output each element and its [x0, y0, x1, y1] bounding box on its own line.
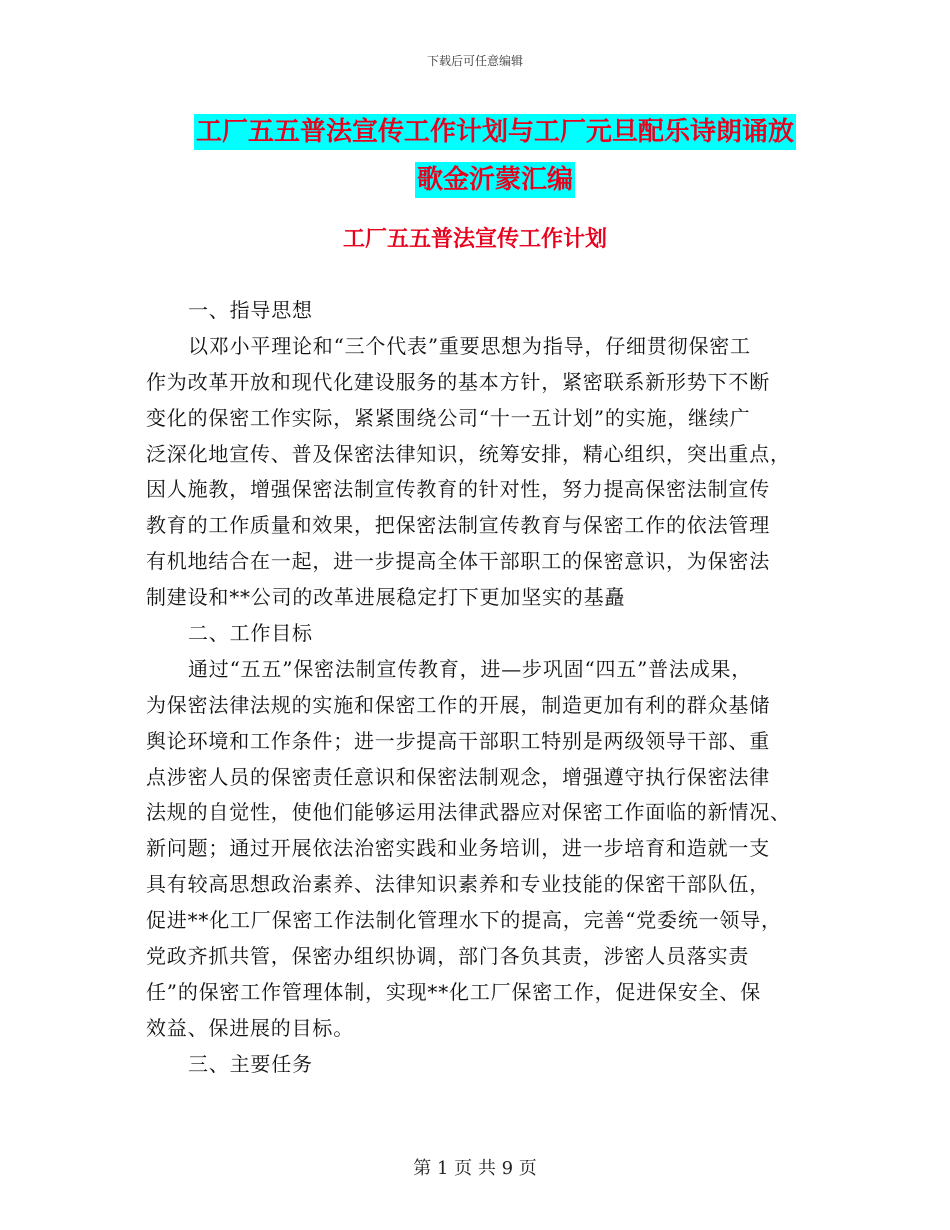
paragraph-line: 有机地结合在一起，进一步提高全体干部职工的保密意识，为保密法 [146, 549, 770, 574]
paragraph-line: 任”的保密工作管理体制，实现**化工厂保密工作，促进保安全、保 [146, 979, 762, 1004]
paragraph-line: 教育的工作质量和效果，把保密法制宣传教育与保密工作的依法管理 [146, 513, 770, 538]
paragraph-line: 以邓小平理论和“三个代表”重要思想为指导，仔细贯彻保密工 [188, 333, 751, 358]
title-line-1: 工厂五五普法宣传工作计划与工厂元旦配乐诗朗诵放 [194, 114, 796, 150]
header-note: 下载后可任意编辑 [426, 54, 523, 68]
body-text [146, 293, 810, 1083]
paragraph-line: 作为改革开放和现代化建设服务的基本方针，紧密联系新形势下不断 [146, 369, 770, 394]
heading-work-goals: 二、工作目标 [188, 621, 313, 646]
paragraph-line: 党政齐抓共管，保密办组织协调，部门各负其责，涉密人员落实责 [146, 944, 750, 969]
paragraph-line: 效益、保进展的目标。 [146, 1015, 354, 1040]
paragraph-line: 因人施教，增强保密法制宣传教育的针对性，努力提高保密法制宣传 [146, 477, 770, 502]
document-title [150, 108, 840, 204]
paragraph-line: 法规的自觉性，使他们能够运用法律武器应对保密工作面临的新情况、 [146, 800, 791, 825]
paragraph-line: 制建设和**公司的改革进展稳定打下更加坚实的基矗 [146, 585, 626, 610]
heading-main-tasks: 三、主要任务 [188, 1051, 313, 1076]
paragraph-line: 为保密法律法规的实施和保密工作的开展，制造更加有利的群众基储 [146, 692, 770, 717]
section-title: 工厂五五普法宣传工作计划 [342, 227, 607, 252]
paragraph-line: 促进**化工厂保密工作法制化管理水下的提高，完善“党委统一领导， [146, 908, 782, 933]
title-line-2: 歌金沂蒙汇编 [415, 162, 575, 198]
paragraph-line: 通过“五五”保密法制宣传教育，进—步巩固“四五”普法成果， [188, 656, 753, 681]
paragraph-line: 泛深化地宣传、普及保密法律知识，统筹安排，精心组织，突出重点， [146, 441, 791, 466]
heading-guiding-thought: 一、指导思想 [188, 298, 313, 322]
paragraph-line: 新问题；通过开展依法治密实践和业务培训，进一步培育和造就一支 [146, 836, 770, 861]
paragraph-line: 变化的保密工作实际，紧紧围绕公司“十一五计划”的实施，继续广 [146, 405, 751, 430]
page-number-footer: 第 1 页 共 9 页 [413, 1158, 537, 1179]
paragraph-line: 舆论环境和工作条件；进一步提高干部职工特别是两级领导干部、重 [146, 728, 770, 753]
paragraph-line: 具有较高思想政治素养、法律知识素养和专业技能的保密干部队伍， [146, 872, 770, 897]
paragraph-line: 点涉密人员的保密责任意识和保密法制观念，增强遵守执行保密法律 [146, 764, 770, 789]
